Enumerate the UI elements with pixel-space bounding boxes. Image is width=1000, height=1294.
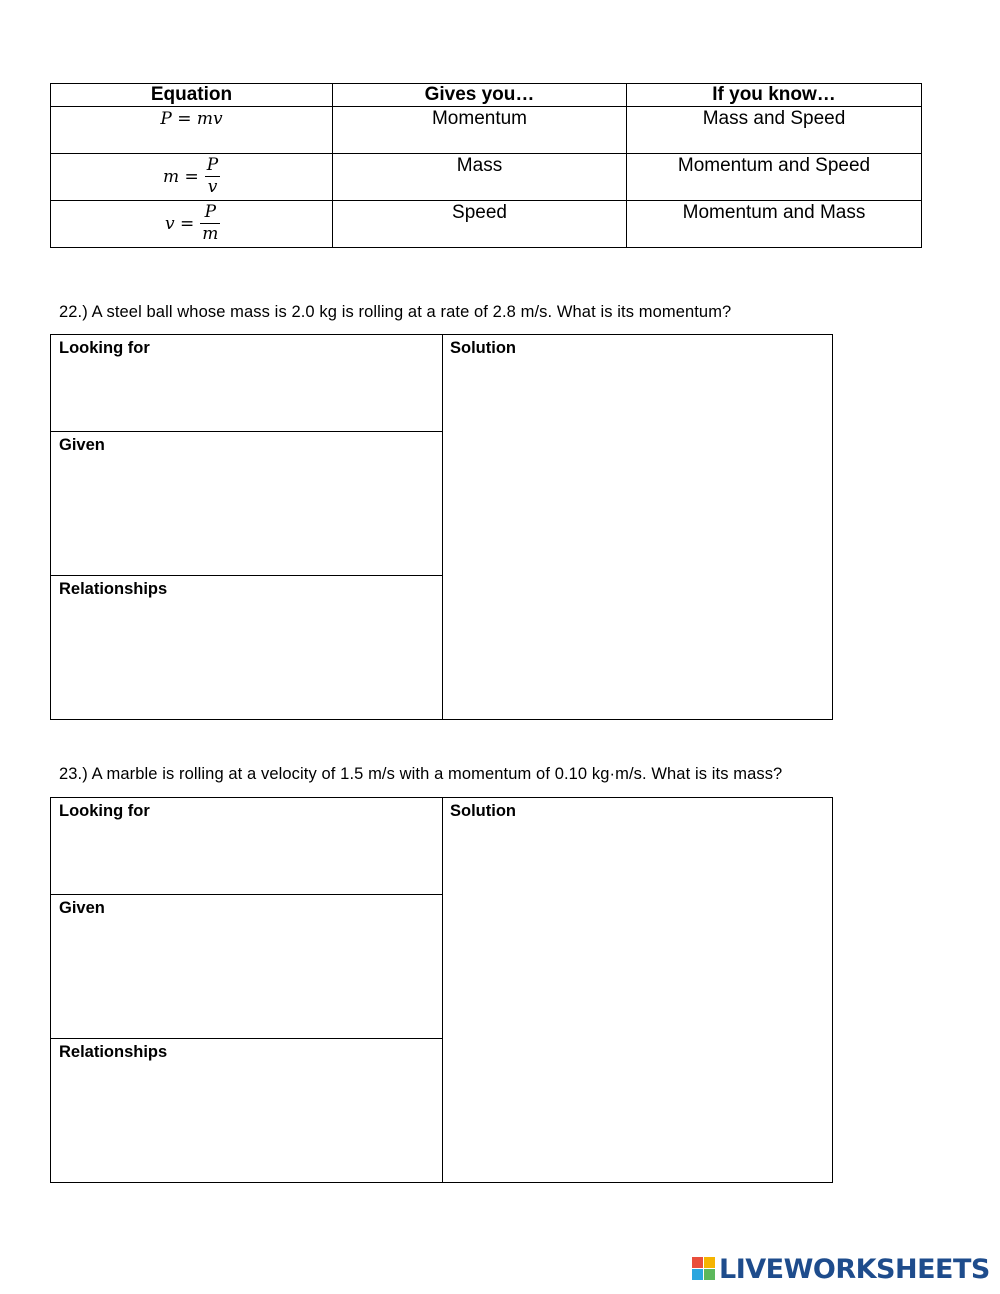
given-box[interactable] bbox=[51, 432, 442, 576]
looking-for-label: Looking for bbox=[59, 339, 150, 357]
given-label: Given bbox=[59, 899, 105, 917]
equation-variable: v bbox=[165, 213, 175, 234]
relationships-box[interactable] bbox=[51, 576, 442, 719]
fraction bbox=[200, 204, 220, 243]
gives-cell: Mass bbox=[333, 154, 627, 201]
fraction-numerator: P bbox=[204, 202, 217, 222]
logo-square-v bbox=[692, 1269, 703, 1280]
logo-square-i bbox=[704, 1257, 715, 1268]
know-cell: Mass and Speed bbox=[627, 107, 922, 154]
equals-sign: = bbox=[180, 213, 195, 234]
equation-cell bbox=[51, 154, 333, 201]
equation-cell bbox=[51, 201, 333, 248]
relationships-box[interactable] bbox=[51, 1039, 442, 1182]
work-left-column bbox=[51, 335, 443, 719]
liveworksheets-logo bbox=[692, 1254, 990, 1284]
gives-cell: Speed bbox=[333, 201, 627, 248]
equation-mass bbox=[163, 154, 220, 199]
question-22-work-area bbox=[50, 334, 833, 720]
know-cell: Momentum and Speed bbox=[627, 154, 922, 201]
looking-for-box[interactable] bbox=[51, 798, 442, 895]
fraction bbox=[205, 157, 220, 196]
header-equation: Equation bbox=[51, 84, 333, 107]
equation-variable: m bbox=[163, 166, 180, 187]
equals-sign: = bbox=[177, 109, 192, 129]
fraction-denominator: m bbox=[202, 224, 219, 244]
equals-sign: = bbox=[184, 166, 199, 187]
table-row bbox=[51, 154, 922, 201]
table-row bbox=[51, 201, 922, 248]
know-cell: Momentum and Mass bbox=[627, 201, 922, 248]
equation-momentum bbox=[51, 107, 332, 131]
equation-speed bbox=[165, 201, 220, 246]
logo-mark-icon bbox=[692, 1257, 716, 1281]
question-23-text: 23.) A marble is rolling at a velocity of 1.5 m/s with a momentum of 0.10 kg·m/s. What is its mass? bbox=[59, 765, 783, 783]
logo-square-e bbox=[704, 1269, 715, 1280]
table-row bbox=[51, 107, 922, 154]
solution-label: Solution bbox=[450, 802, 516, 820]
equation-lhs bbox=[163, 166, 199, 188]
question-23-work-area bbox=[50, 797, 833, 1183]
question-22-text: 22.) A steel ball whose mass is 2.0 kg is rolling at a rate of 2.8 m/s. What is its momentum? bbox=[59, 303, 732, 321]
given-box[interactable] bbox=[51, 895, 442, 1039]
work-left-column bbox=[51, 798, 443, 1182]
equation-table-header bbox=[51, 84, 922, 107]
fraction-numerator: P bbox=[206, 155, 219, 175]
relationships-label: Relationships bbox=[59, 580, 168, 598]
relationships-label: Relationships bbox=[59, 1043, 168, 1061]
logo-text: LIVEWORKSHEETS bbox=[719, 1253, 990, 1285]
logo-square-l bbox=[692, 1257, 703, 1268]
looking-for-label: Looking for bbox=[59, 802, 150, 820]
equation-rhs: mv bbox=[196, 109, 223, 129]
fraction-denominator: v bbox=[207, 177, 218, 197]
solution-label: Solution bbox=[450, 339, 516, 357]
equation-cell bbox=[51, 107, 333, 154]
header-gives-you: Gives you… bbox=[333, 84, 627, 107]
given-label: Given bbox=[59, 436, 105, 454]
looking-for-box[interactable] bbox=[51, 335, 442, 432]
equation-lhs bbox=[165, 213, 194, 235]
equation-lhs: P bbox=[160, 109, 172, 129]
gives-cell: Momentum bbox=[333, 107, 627, 154]
header-if-you-know: If you know… bbox=[627, 84, 922, 107]
equation-table bbox=[50, 83, 922, 248]
